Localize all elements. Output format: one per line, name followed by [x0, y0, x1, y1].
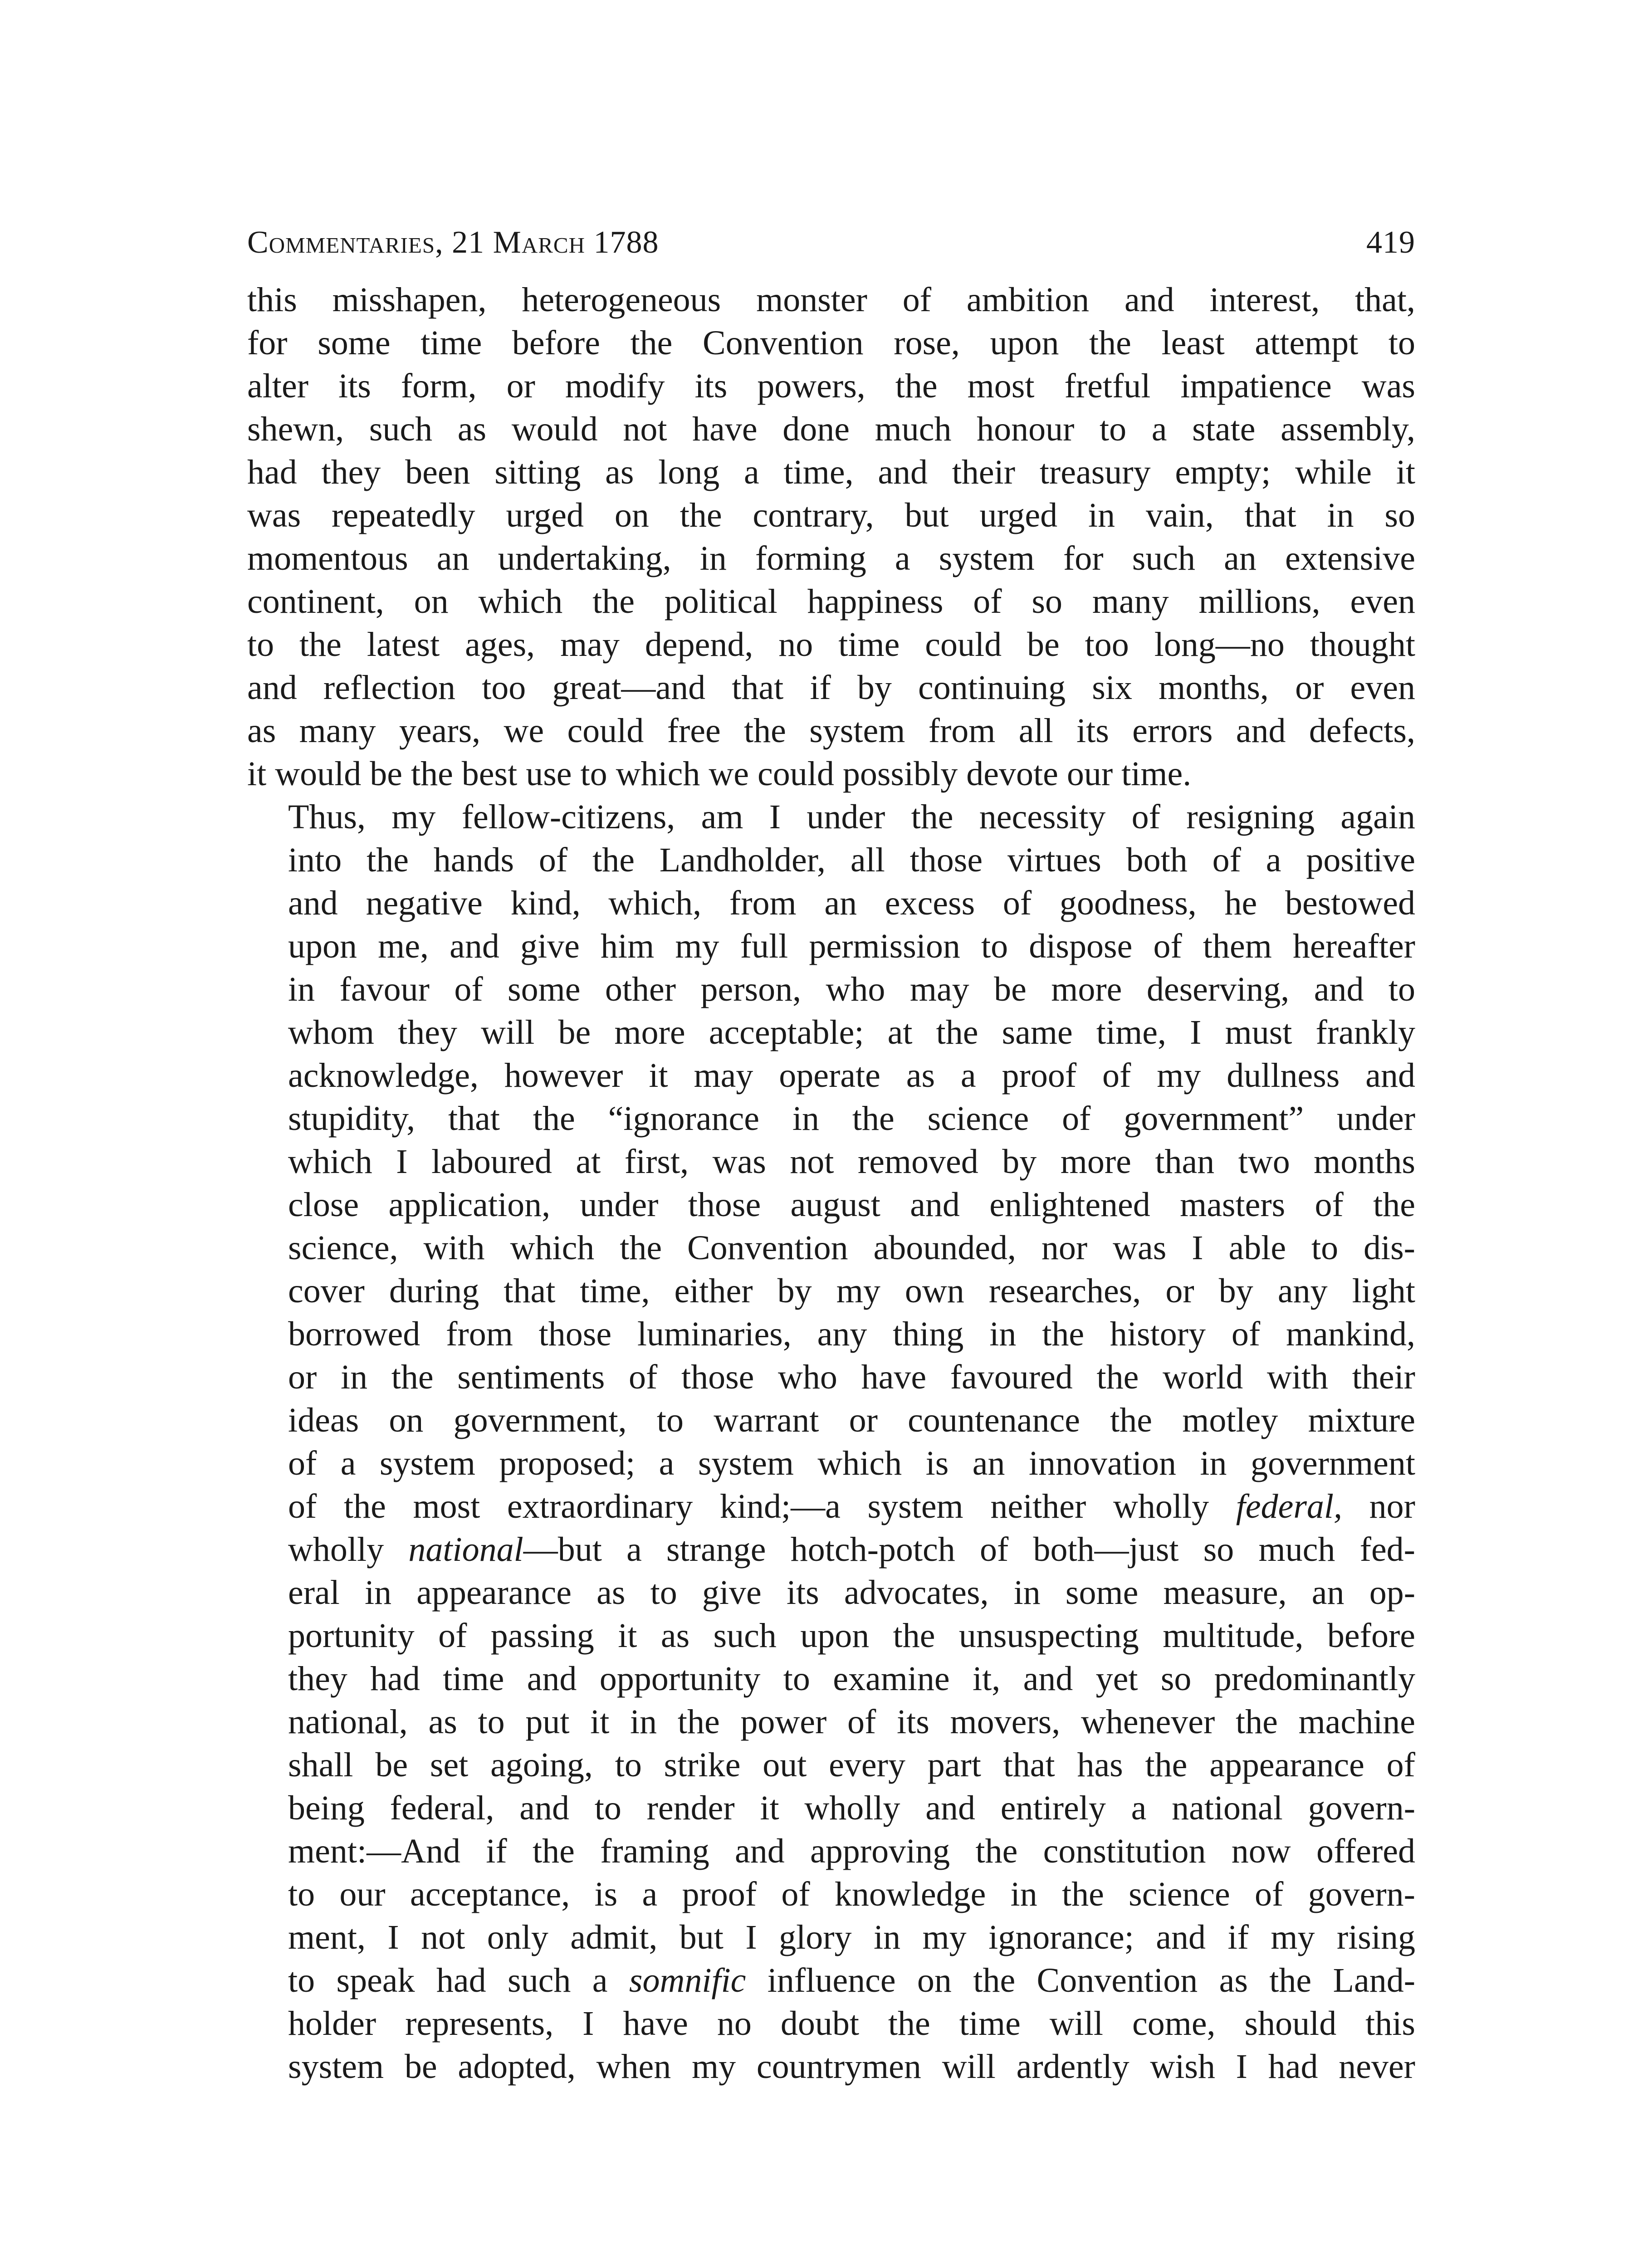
- text-line: in favour of some other person, who may be more deserving, and to: [288, 970, 1415, 1008]
- text-line: it would be the best use to which we could possibly devote our time.: [247, 755, 1192, 793]
- italic-word: national: [408, 1530, 523, 1569]
- paragraph-1: [247, 279, 1415, 796]
- text-line: into the hands of the Landholder, all those virtues both of a positive: [288, 841, 1415, 879]
- text-run: nor: [1342, 1487, 1415, 1525]
- text-line: upon me, and give him my full permission to dispose of them hereafter: [288, 927, 1415, 965]
- text-run: wholly: [288, 1530, 409, 1569]
- text-line: and negative kind, which, from an excess of goodness, he bestowed: [288, 884, 1415, 922]
- text-line: this misshapen, heterogeneous monster of ambition and interest, that,: [247, 281, 1415, 319]
- text-line: being federal, and to render it wholly and entirely a national govern-: [288, 1789, 1415, 1827]
- running-title: Commentaries, 21 March 1788: [247, 225, 659, 260]
- text-line: as many years, we could free the system from all its errors and defects,: [247, 712, 1415, 750]
- text-line: to the latest ages, may depend, no time could be too long—no thought: [247, 626, 1415, 664]
- text-line: [247, 1959, 1415, 2002]
- text-line: science, with which the Convention abounded, nor was I able to dis-: [288, 1229, 1415, 1267]
- text-line: alter its form, or modify its powers, the most fretful impatience was: [247, 367, 1415, 405]
- document-page: [247, 222, 1415, 2088]
- text-line: shewn, such as would not have done much honour to a state assembly,: [247, 410, 1415, 448]
- text-line: shall be set agoing, to strike out every part that has the appearance of: [288, 1746, 1415, 1784]
- text-line: close application, under those august and enlightened masters of the: [288, 1186, 1415, 1224]
- text-line: had they been sitting as long a time, and their treasury empty; while it: [247, 453, 1415, 491]
- text-run: to speak had such a: [288, 1961, 629, 1999]
- text-run: influence on the Convention as the Land-: [746, 1961, 1415, 1999]
- text-line: ment, I not only admit, but I glory in my ignorance; and if my rising: [288, 1918, 1415, 1956]
- text-line: was repeatedly urged on the contrary, but urged in vain, that in so: [247, 496, 1415, 534]
- text-line: holder represents, I have no doubt the time will come, should this: [288, 2004, 1415, 2043]
- italic-word: federal,: [1236, 1487, 1343, 1525]
- italic-word: somnific: [629, 1961, 746, 1999]
- text-line: continent, on which the political happiness of so many millions, even: [247, 582, 1415, 621]
- text-line: of a system proposed; a system which is an innovation in government: [288, 1444, 1415, 1482]
- text-line: system be adopted, when my countrymen will ardently wish I had never: [288, 2048, 1415, 2086]
- text-line: to our acceptance, is a proof of knowledge in the science of govern-: [288, 1875, 1415, 1913]
- text-line: cover during that time, either by my own researches, or by any light: [288, 1272, 1415, 1310]
- text-line: ment:—And if the framing and approving the constitution now offered: [288, 1832, 1415, 1870]
- text-line: [247, 1528, 1415, 1571]
- running-head: [247, 222, 1415, 263]
- text-line: stupidity, that the “ignorance in the science of government” under: [288, 1100, 1415, 1138]
- page-number: 419: [1366, 225, 1415, 260]
- paragraph-2: [247, 796, 1415, 2088]
- text-line: or in the sentiments of those who have favoured the world with their: [288, 1358, 1415, 1396]
- text-line: eral in appearance as to give its advocates, in some measure, an op-: [288, 1574, 1415, 1612]
- text-line: [247, 1485, 1415, 1528]
- text-line: Thus, my fellow-citizens, am I under the necessity of resigning again: [288, 798, 1415, 836]
- text-line: whom they will be more acceptable; at the same time, I must frankly: [288, 1013, 1415, 1051]
- text-line: momentous an undertaking, in forming a system for such an extensive: [247, 539, 1415, 577]
- text-run: —but a strange hotch-potch of both—just so much fed-: [523, 1530, 1415, 1569]
- text-line: borrowed from those luminaries, any thing in the history of mankind,: [288, 1315, 1415, 1353]
- text-run: of the most extraordinary kind;—a system neither wholly: [288, 1487, 1236, 1525]
- text-line: which I laboured at first, was not removed by more than two months: [288, 1143, 1415, 1181]
- text-line: they had time and opportunity to examine it, and yet so predominantly: [288, 1660, 1415, 1698]
- text-line: for some time before the Convention rose, upon the least attempt to: [247, 324, 1415, 362]
- text-line: portunity of passing it as such upon the unsuspecting multitude, before: [288, 1617, 1415, 1655]
- text-line: ideas on government, to warrant or countenance the motley mixture: [288, 1401, 1415, 1439]
- text-line: national, as to put it in the power of its movers, whenever the machine: [288, 1703, 1415, 1741]
- text-line: and reflection too great—and that if by continuing six months, or even: [247, 669, 1415, 707]
- body-text: [247, 279, 1415, 2088]
- text-line: acknowledge, however it may operate as a proof of my dullness and: [288, 1056, 1415, 1095]
